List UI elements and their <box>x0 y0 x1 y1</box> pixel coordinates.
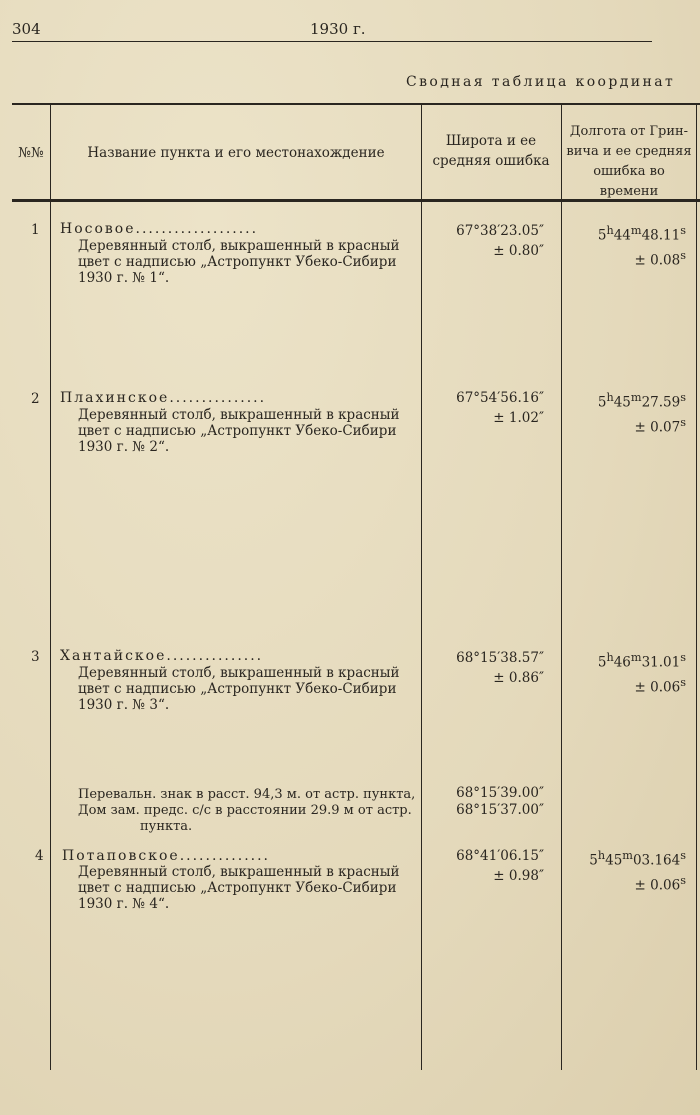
row-1-lon-s-unit: s <box>680 224 686 237</box>
row-2-lat-error: ± 1.02″ <box>493 410 544 426</box>
row-1-lon-hours: 5 <box>597 227 607 244</box>
row-1-lon-error-value: ± 0.08 <box>634 252 681 268</box>
row-3-description <box>78 665 400 713</box>
note-line-1: Перевальн. знак в расст. 94,3 м. от астр. пункта, <box>78 787 416 802</box>
row-3-desc-line-3: 1930 г. № 3“. <box>78 697 170 713</box>
row-3-lon-m-unit: m <box>630 651 642 664</box>
row-2-lon-s-unit: s <box>680 391 686 404</box>
note-lat-1: 68°15′39.00″ <box>456 785 544 801</box>
row-3-longitude <box>566 648 686 697</box>
row-3-desc-line-1: Деревянный столб, выкрашенный в красный <box>78 665 400 681</box>
row-4-lon-h-unit: h <box>597 849 606 862</box>
row-3-name <box>60 648 263 664</box>
row-4-lat-value: 68°41′06.15″ <box>456 848 544 864</box>
row-4-number: 4 <box>35 848 44 864</box>
row-3-lon-s-unit: s <box>680 651 686 664</box>
col-header-lon-line-3: ошибка во времени <box>593 164 665 199</box>
row-1-longitude <box>566 221 686 270</box>
row-2-leader-dots: ............... <box>169 390 267 406</box>
col-header-lat-line-1: Широта и ее <box>445 133 537 149</box>
row-3-lon-error <box>566 673 686 698</box>
col-header-lat <box>422 131 560 171</box>
row-3-lon-hours: 5 <box>597 654 607 671</box>
row-1-lon-minutes: 44 <box>613 227 631 244</box>
page-number: 304 <box>12 20 41 38</box>
row-1-lon-error <box>566 246 686 271</box>
row-1-lon-value <box>566 221 686 246</box>
row-1-lat-error: ± 0.80″ <box>493 243 544 259</box>
page-year: 1930 г. <box>310 20 366 38</box>
row-1-description <box>78 238 400 286</box>
row-2-lon-hours: 5 <box>597 394 607 411</box>
row-2-description <box>78 407 400 455</box>
row-2-desc-line-3: 1930 г. № 2“. <box>78 439 170 455</box>
row-4-latitude <box>430 846 544 886</box>
row-3-lon-h-unit: h <box>606 651 614 664</box>
row-2-lon-value <box>566 388 686 413</box>
row-3-lon-error-value: ± 0.06 <box>634 679 681 695</box>
col-header-num-text: №№ <box>18 145 44 161</box>
row-2-lon-seconds: 27.59 <box>641 394 681 411</box>
row-3-desc-line-2: цвет с надписью „Астропункт Убеко-Сибири <box>78 681 397 697</box>
col-header-name <box>52 143 420 163</box>
row-1-name <box>60 221 258 237</box>
row-4-lon-m-unit: m <box>622 849 633 862</box>
row-2-desc-line-2: цвет с надписью „Астропункт Убеко-Сибири <box>78 423 397 439</box>
col-header-lat-line-2: средняя ошибка <box>432 153 550 169</box>
row-2-lat-value: 67°54′56.16″ <box>456 390 544 406</box>
col-divider-lat <box>561 105 562 1070</box>
col-divider-num <box>50 105 51 1070</box>
row-1-desc-line-2: цвет с надписью „Астропункт Убеко-Сибири <box>78 254 397 270</box>
row-2-desc-line-1: Деревянный столб, выкрашенный в красный <box>78 407 400 423</box>
note-line-2: Дом зам. предс. с/с в расстоянии 29.9 м от астр. <box>78 803 412 818</box>
table-top-rule <box>12 103 700 105</box>
row-4-lon-error-value: ± 0.06 <box>634 877 681 893</box>
note-line-3: пункта. <box>140 819 193 834</box>
row-4-lat-error: ± 0.98″ <box>493 868 544 884</box>
row-2-latitude <box>430 388 544 428</box>
col-header-name-text: Название пункта и его местонахождение <box>87 145 385 161</box>
row-2-lon-minutes: 45 <box>613 394 631 411</box>
col-header-lon-line-1: Долгота от Грин- <box>569 124 689 139</box>
row-2-lon-error-unit: s <box>680 415 686 429</box>
row-3-lon-value <box>566 648 686 673</box>
row-4-desc-line-1: Деревянный столб, выкрашенный в красный <box>78 864 400 880</box>
row-3-latitude <box>430 648 544 688</box>
row-4-lon-minutes: 45 <box>605 852 623 869</box>
row-4-lon-error-unit: s <box>680 873 686 887</box>
row-3-lon-minutes: 46 <box>613 654 631 671</box>
row-3-leader-dots: ............... <box>166 648 264 664</box>
row-4-lon-seconds: 03.164 <box>632 852 681 869</box>
row-1-lon-m-unit: m <box>630 224 642 237</box>
note-lat-2: 68°15′37.00″ <box>456 802 544 818</box>
col-header-lon-line-2: вича и ее средняя <box>566 144 692 159</box>
col-divider-name <box>421 105 422 1070</box>
table-caption: Сводная таблица координат <box>406 74 676 90</box>
col-header-num <box>12 143 50 163</box>
col-divider-lon <box>696 105 697 1070</box>
row-1-lat-value: 67°38′23.05″ <box>456 223 544 239</box>
row-3-notes-latitudes <box>430 785 544 819</box>
row-1-lon-h-unit: h <box>606 224 614 237</box>
row-2-number: 2 <box>31 391 40 407</box>
row-3-notes <box>78 787 415 835</box>
row-4-lon-hours: 5 <box>589 852 598 869</box>
row-1-leader-dots: ................... <box>135 221 259 237</box>
row-3-number: 3 <box>31 649 40 665</box>
row-1-number: 1 <box>31 222 40 238</box>
row-3-lon-seconds: 31.01 <box>641 654 681 671</box>
row-2-name-text: Плахинское <box>60 390 170 406</box>
row-2-lon-h-unit: h <box>606 391 614 404</box>
row-4-desc-line-3: 1930 г. № 4“. <box>78 896 170 912</box>
row-3-lat-error: ± 0.86″ <box>493 670 544 686</box>
row-4-name <box>62 848 270 864</box>
row-3-name-text: Хантайское <box>60 648 167 664</box>
row-4-lon-s-unit: s <box>680 849 686 862</box>
col-header-lon <box>562 122 696 202</box>
row-4-description <box>78 864 400 912</box>
row-4-longitude <box>566 846 686 895</box>
row-3-lat-value: 68°15′38.57″ <box>456 650 544 666</box>
row-4-lon-value <box>566 846 686 871</box>
row-2-lon-error-value: ± 0.07 <box>634 419 681 435</box>
row-2-name <box>60 390 266 406</box>
row-4-lon-error <box>566 871 686 896</box>
row-4-leader-dots: .............. <box>179 848 270 864</box>
row-3-lon-error-unit: s <box>680 675 686 689</box>
row-2-lon-m-unit: m <box>630 391 642 404</box>
row-1-latitude <box>430 221 544 261</box>
row-2-lon-error <box>566 413 686 438</box>
header-rule <box>12 41 652 42</box>
row-4-name-text: Потаповское <box>62 848 180 864</box>
row-2-longitude <box>566 388 686 437</box>
row-4-desc-line-2: цвет с надписью „Астропункт Убеко-Сибири <box>78 880 397 896</box>
row-1-desc-line-1: Деревянный столб, выкрашенный в красный <box>78 238 400 254</box>
row-1-desc-line-3: 1930 г. № 1“. <box>78 270 170 286</box>
row-1-lon-seconds: 48.11 <box>641 227 681 244</box>
row-1-lon-error-unit: s <box>680 248 686 262</box>
row-1-name-text: Носовое <box>60 221 136 237</box>
